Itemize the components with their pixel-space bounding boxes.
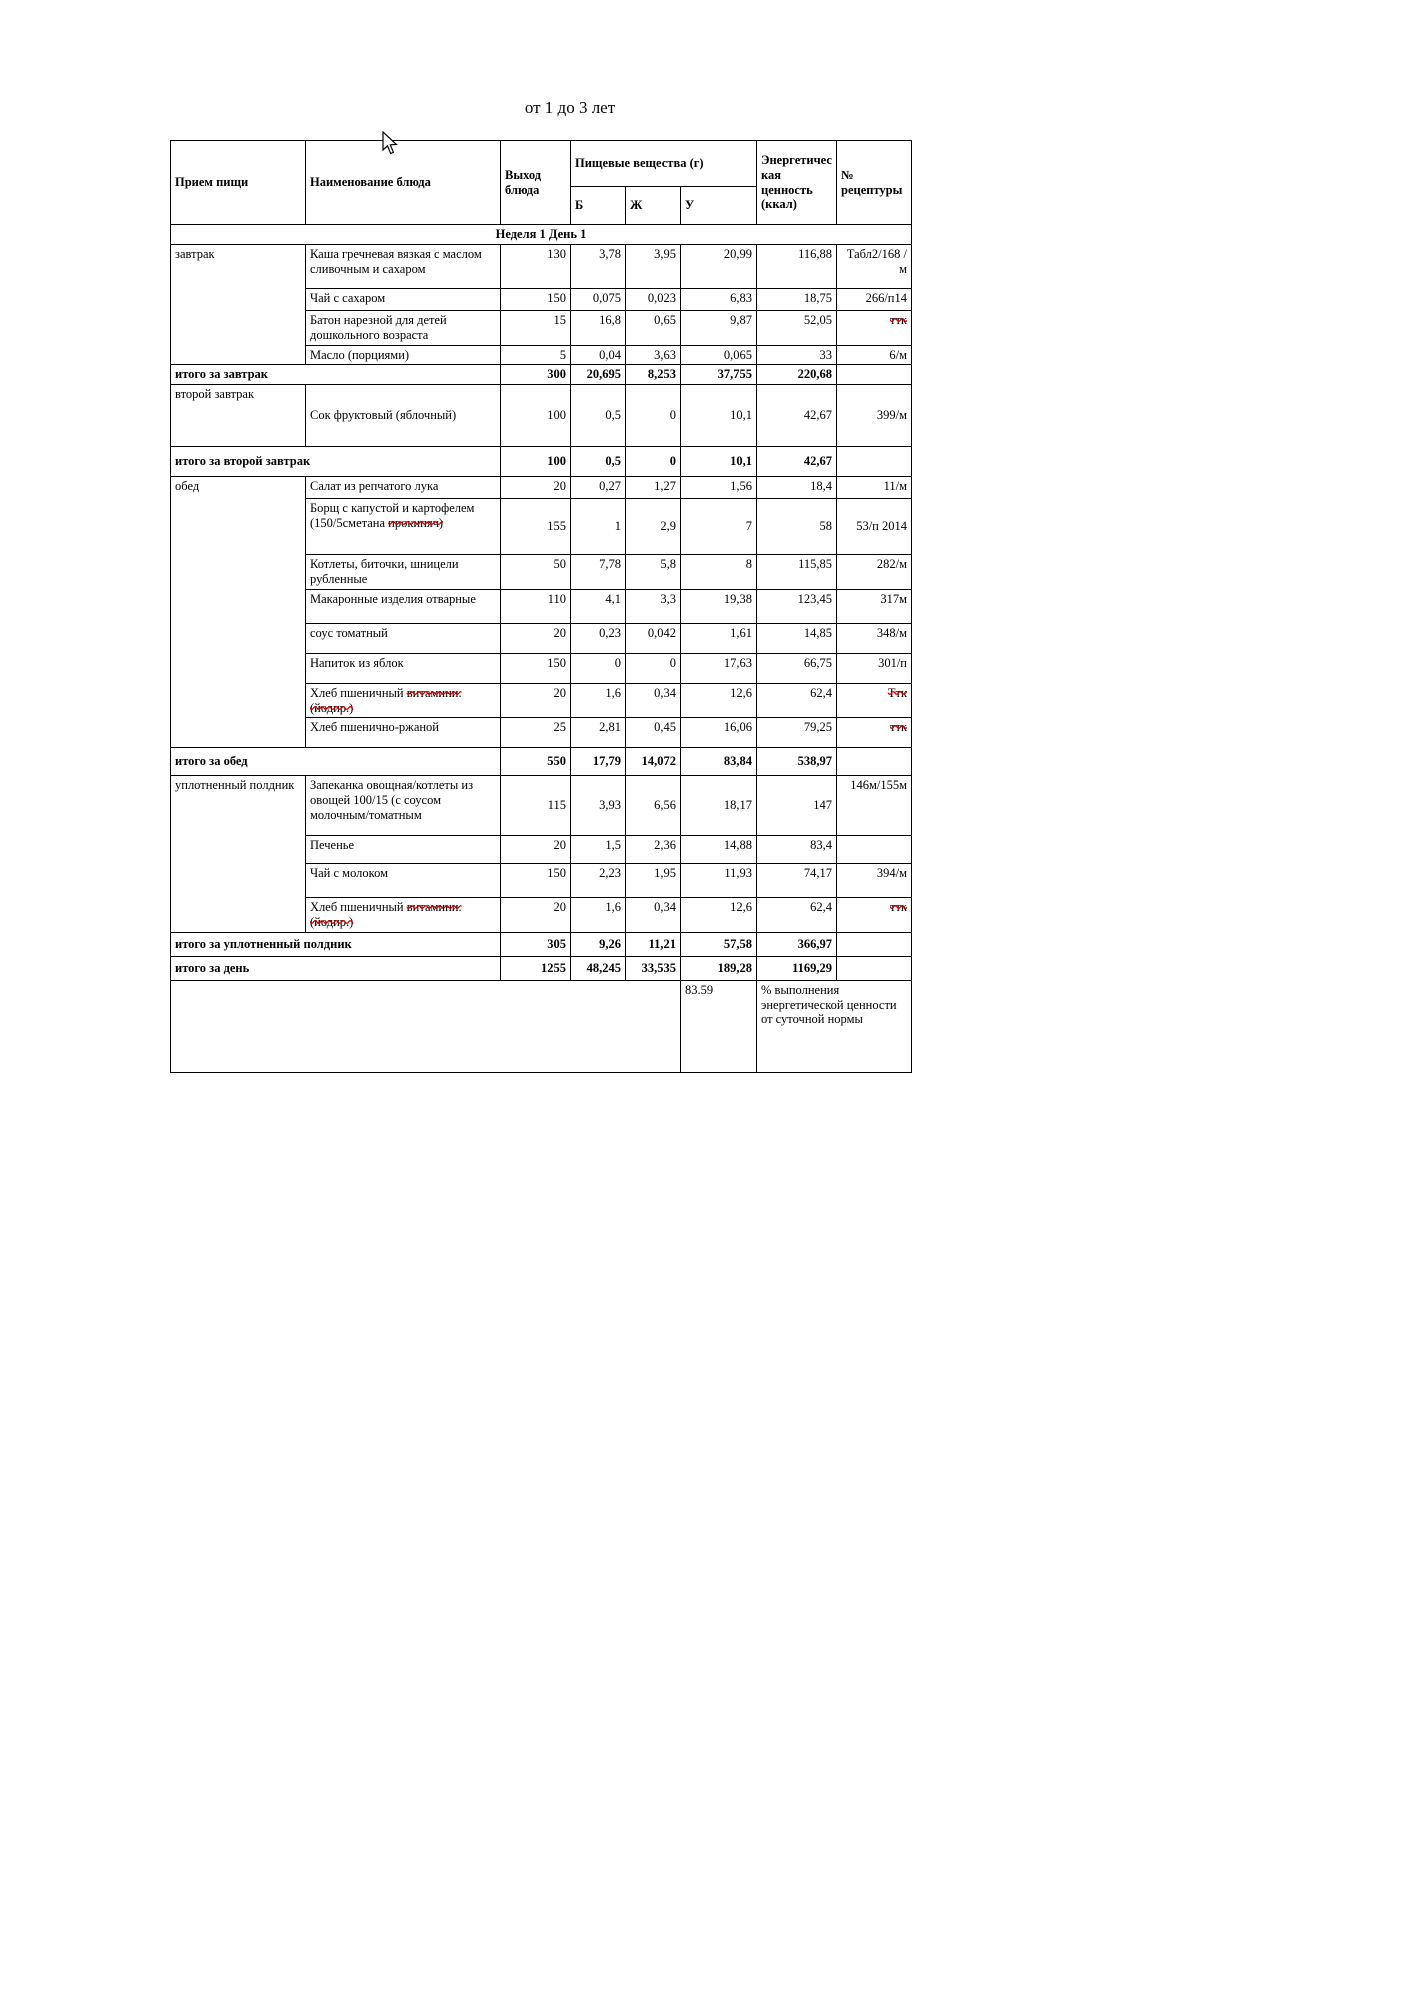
- week-day-label: Неделя 1 День 1: [171, 225, 912, 245]
- total-recipe: [837, 365, 912, 385]
- kcal-cell: 62,4: [757, 898, 837, 933]
- recipe-cell: [837, 718, 912, 748]
- kcal-cell: 14,85: [757, 623, 837, 653]
- dish-name-cell: [306, 864, 501, 898]
- recipe-cell: [837, 499, 912, 555]
- kcal-cell: 66,75: [757, 653, 837, 683]
- protein-cell: 1,6: [571, 683, 626, 718]
- recipe-value: 11/м: [883, 479, 907, 494]
- total-protein: 9,26: [571, 932, 626, 956]
- footer-row: [171, 980, 912, 1072]
- dish-name: Макаронные изделия отварные: [310, 591, 476, 606]
- recipe-cell: [837, 836, 912, 864]
- protein-cell: 1: [571, 499, 626, 555]
- recipe-value: 399/м: [876, 408, 907, 423]
- out-cell: 115: [501, 776, 571, 836]
- fat-cell: 0,45: [626, 718, 681, 748]
- recipe-cell: [837, 589, 912, 623]
- dish-name: Салат из репчатого лука: [310, 479, 439, 494]
- energy-percent-value: 83.59: [681, 980, 757, 1072]
- carbs-cell: 1,61: [681, 623, 757, 653]
- carbs-cell: 17,63: [681, 653, 757, 683]
- dish-name: Каша гречневая вязкая с маслом сливочным и сахаром: [310, 247, 482, 276]
- recipe-value: 317м: [880, 591, 907, 606]
- dish-name-cell: [306, 898, 501, 933]
- recipe-value: 282/м: [876, 557, 907, 572]
- recipe-value: 6/м: [889, 347, 907, 362]
- recipe-struck: Ттк: [887, 685, 907, 700]
- recipe-cell: [837, 898, 912, 933]
- recipe-cell: [837, 289, 912, 311]
- protein-cell: 3,78: [571, 245, 626, 289]
- out-cell: 25: [501, 718, 571, 748]
- fat-cell: 0: [626, 653, 681, 683]
- fat-cell: 3,3: [626, 589, 681, 623]
- fat-cell: 0,65: [626, 311, 681, 346]
- kcal-cell: 83,4: [757, 836, 837, 864]
- total-carbs: 189,28: [681, 956, 757, 980]
- dish-name-cell: [306, 499, 501, 555]
- dish-name: Хлеб пшеничный: [310, 685, 407, 700]
- kcal-cell: 18,75: [757, 289, 837, 311]
- total-out: 1255: [501, 956, 571, 980]
- dish-name-cell: [306, 245, 501, 289]
- out-cell: 150: [501, 289, 571, 311]
- dish-name: Напиток из яблок: [310, 655, 404, 670]
- recipe-value: 146м/155м: [850, 778, 907, 793]
- recipe-value: 266/п14: [865, 291, 907, 305]
- recipe-cell: [837, 311, 912, 346]
- total-row-day: [171, 956, 912, 980]
- protein-cell: 16,8: [571, 311, 626, 346]
- recipe-cell: [837, 776, 912, 836]
- kcal-cell: 74,17: [757, 864, 837, 898]
- col-header-protein: Б: [571, 187, 626, 225]
- recipe-value: 53/п 2014: [856, 519, 907, 534]
- dish-name-cell: [306, 477, 501, 499]
- col-header-recipe: № рецептуры: [837, 141, 912, 225]
- kcal-cell: 58: [757, 499, 837, 555]
- out-cell: 110: [501, 589, 571, 623]
- fat-cell: 1,95: [626, 864, 681, 898]
- total-protein: 20,695: [571, 365, 626, 385]
- dish-name: Хлеб пшеничный: [310, 900, 407, 915]
- col-header-energy: Энергетическая ценность (ккал): [757, 141, 837, 225]
- recipe-cell: [837, 385, 912, 447]
- protein-cell: 0,075: [571, 289, 626, 311]
- fat-cell: 2,9: [626, 499, 681, 555]
- col-header-fat: Ж: [626, 187, 681, 225]
- total-fat: 11,21: [626, 932, 681, 956]
- total-out: 300: [501, 365, 571, 385]
- total-carbs: 37,755: [681, 365, 757, 385]
- out-cell: 100: [501, 385, 571, 447]
- kcal-cell: 116,88: [757, 245, 837, 289]
- dish-row: [171, 385, 912, 447]
- dish-name-cell: [306, 623, 501, 653]
- total-fat: 14,072: [626, 748, 681, 776]
- fat-cell: 0,042: [626, 623, 681, 653]
- recipe-struck: ттк: [890, 900, 907, 915]
- dish-name: Печенье: [310, 838, 355, 853]
- col-header-carbs: У: [681, 187, 757, 225]
- total-label: итого за завтрак: [171, 365, 501, 385]
- out-cell: 50: [501, 555, 571, 590]
- out-cell: 20: [501, 836, 571, 864]
- meal-cell-snack: уплотненный полдник: [171, 776, 306, 933]
- dish-row: [171, 477, 912, 499]
- col-header-nutrients: Пищевые вещества (г): [571, 141, 757, 187]
- recipe-struck: ттк: [890, 313, 907, 327]
- total-row-second-breakfast: [171, 447, 912, 477]
- total-out: 305: [501, 932, 571, 956]
- kcal-cell: 147: [757, 776, 837, 836]
- total-label: итого за второй завтрак: [171, 447, 501, 477]
- dish-name-struck: витамини. (йодир.): [310, 685, 462, 715]
- fat-cell: 0,023: [626, 289, 681, 311]
- carbs-cell: 1,56: [681, 477, 757, 499]
- fat-cell: 5,8: [626, 555, 681, 590]
- week-day-row: [171, 225, 912, 245]
- carbs-cell: 10,1: [681, 385, 757, 447]
- protein-cell: 7,78: [571, 555, 626, 590]
- total-kcal: 538,97: [757, 748, 837, 776]
- kcal-cell: 18,4: [757, 477, 837, 499]
- fat-cell: 6,56: [626, 776, 681, 836]
- recipe-cell: [837, 623, 912, 653]
- total-carbs: 83,84: [681, 748, 757, 776]
- carbs-cell: 20,99: [681, 245, 757, 289]
- recipe-cell: [837, 555, 912, 590]
- table-header: [171, 141, 912, 225]
- total-out: 100: [501, 447, 571, 477]
- dish-name: Масло (порциями): [310, 347, 410, 362]
- out-cell: 15: [501, 311, 571, 346]
- dish-name: Сок фруктовый (яблочный): [310, 408, 457, 423]
- kcal-cell: 52,05: [757, 311, 837, 346]
- dish-name-cell: [306, 718, 501, 748]
- carbs-cell: 6,83: [681, 289, 757, 311]
- recipe-value: 348/м: [876, 625, 907, 640]
- carbs-cell: 14,88: [681, 836, 757, 864]
- energy-percent-label: % выполнения энергетической ценности от суточной нормы: [757, 980, 912, 1072]
- dish-name: Батон нарезной для детей дошкольного возраста: [310, 313, 447, 342]
- dish-name-cell: [306, 836, 501, 864]
- dish-name-cell: [306, 555, 501, 590]
- dish-name-cell: [306, 385, 501, 447]
- kcal-cell: 123,45: [757, 589, 837, 623]
- dish-name: Борщ с капустой и картофелем (150/5сметана: [310, 501, 475, 530]
- out-cell: 20: [501, 683, 571, 718]
- menu-table: [170, 140, 912, 1073]
- recipe-struck: ттк: [890, 720, 907, 735]
- recipe-cell: [837, 683, 912, 718]
- kcal-cell: 62,4: [757, 683, 837, 718]
- dish-name-cell: [306, 311, 501, 346]
- total-fat: 0: [626, 447, 681, 477]
- page-title: от 1 до 3 лет: [524, 98, 616, 117]
- recipe-value: 301/п: [878, 655, 907, 670]
- dish-name-cell: [306, 289, 501, 311]
- recipe-cell: [837, 245, 912, 289]
- carbs-cell: 19,38: [681, 589, 757, 623]
- out-cell: 20: [501, 623, 571, 653]
- dish-name: Хлеб пшенично-ржаной: [310, 720, 439, 735]
- total-kcal: 42,67: [757, 447, 837, 477]
- recipe-cell: [837, 864, 912, 898]
- carbs-cell: 12,6: [681, 683, 757, 718]
- out-cell: 150: [501, 864, 571, 898]
- total-fat: 33,535: [626, 956, 681, 980]
- fat-cell: 1,27: [626, 477, 681, 499]
- total-label: итого за день: [171, 956, 501, 980]
- dish-name-struck: прокипяч): [388, 516, 444, 530]
- dish-name-struck: витамини. (йодир.): [310, 900, 462, 929]
- footer-spacer: [171, 980, 681, 1072]
- col-header-dish: Наименование блюда: [306, 141, 501, 225]
- total-recipe: [837, 447, 912, 477]
- total-recipe: [837, 956, 912, 980]
- protein-cell: 0,04: [571, 345, 626, 365]
- total-protein: 17,79: [571, 748, 626, 776]
- out-cell: 5: [501, 345, 571, 365]
- recipe-cell: [837, 477, 912, 499]
- meal-cell-breakfast: завтрак: [171, 245, 306, 365]
- fat-cell: 0: [626, 385, 681, 447]
- protein-cell: 3,93: [571, 776, 626, 836]
- protein-cell: 2,23: [571, 864, 626, 898]
- out-cell: 20: [501, 477, 571, 499]
- dish-name-cell: [306, 683, 501, 718]
- carbs-cell: 11,93: [681, 864, 757, 898]
- kcal-cell: 33: [757, 345, 837, 365]
- protein-cell: 0: [571, 653, 626, 683]
- fat-cell: 3,95: [626, 245, 681, 289]
- total-carbs: 10,1: [681, 447, 757, 477]
- protein-cell: 0,23: [571, 623, 626, 653]
- protein-cell: 0,27: [571, 477, 626, 499]
- recipe-cell: [837, 653, 912, 683]
- fat-cell: 2,36: [626, 836, 681, 864]
- out-cell: 130: [501, 245, 571, 289]
- total-row-snack: [171, 932, 912, 956]
- recipe-value: 394/м: [876, 866, 907, 881]
- dish-name: Чай с сахаром: [310, 291, 386, 305]
- kcal-cell: 115,85: [757, 555, 837, 590]
- recipe-cell: [837, 345, 912, 365]
- recipe-value: Табл2/168 /м: [846, 247, 907, 276]
- dish-row: [171, 776, 912, 836]
- protein-cell: 4,1: [571, 589, 626, 623]
- total-fat: 8,253: [626, 365, 681, 385]
- total-recipe: [837, 932, 912, 956]
- fat-cell: 0,34: [626, 898, 681, 933]
- total-kcal: 220,68: [757, 365, 837, 385]
- dish-name: соус томатный: [310, 625, 388, 640]
- carbs-cell: 9,87: [681, 311, 757, 346]
- carbs-cell: 0,065: [681, 345, 757, 365]
- out-cell: 155: [501, 499, 571, 555]
- protein-cell: 1,6: [571, 898, 626, 933]
- dish-name-cell: [306, 589, 501, 623]
- col-header-out: Выход блюда: [501, 141, 571, 225]
- dish-name-cell: [306, 345, 501, 365]
- total-row-lunch: [171, 748, 912, 776]
- mouse-cursor-icon: [382, 131, 400, 157]
- total-kcal: 366,97: [757, 932, 837, 956]
- kcal-cell: 79,25: [757, 718, 837, 748]
- dish-name-cell: [306, 653, 501, 683]
- dish-name: Котлеты, биточки, шницели рубленные: [310, 557, 459, 586]
- kcal-cell: 42,67: [757, 385, 837, 447]
- total-row-breakfast: [171, 365, 912, 385]
- carbs-cell: 16,06: [681, 718, 757, 748]
- out-cell: 150: [501, 653, 571, 683]
- col-header-meal: Прием пищи: [171, 141, 306, 225]
- total-protein: 0,5: [571, 447, 626, 477]
- meal-cell-second-breakfast: второй завтрак: [171, 385, 306, 447]
- dish-name: Запеканка овощная/котлеты из овощей 100/15 (с соусом молочным/томатным: [310, 778, 474, 822]
- out-cell: 20: [501, 898, 571, 933]
- header-row-1: [171, 141, 912, 187]
- fat-cell: 0,34: [626, 683, 681, 718]
- total-recipe: [837, 748, 912, 776]
- dish-row: [171, 245, 912, 289]
- carbs-cell: 18,17: [681, 776, 757, 836]
- total-carbs: 57,58: [681, 932, 757, 956]
- total-label: итого за уплотненный полдник: [171, 932, 501, 956]
- fat-cell: 3,63: [626, 345, 681, 365]
- dish-name-cell: [306, 776, 501, 836]
- total-kcal: 1169,29: [757, 956, 837, 980]
- protein-cell: 2,81: [571, 718, 626, 748]
- carbs-cell: 12,6: [681, 898, 757, 933]
- carbs-cell: 7: [681, 499, 757, 555]
- total-protein: 48,245: [571, 956, 626, 980]
- meal-cell-lunch: обед: [171, 477, 306, 748]
- total-out: 550: [501, 748, 571, 776]
- protein-cell: 0,5: [571, 385, 626, 447]
- protein-cell: 1,5: [571, 836, 626, 864]
- dish-name: Чай с молоком: [310, 866, 389, 881]
- total-label: итого за обед: [171, 748, 501, 776]
- carbs-cell: 8: [681, 555, 757, 590]
